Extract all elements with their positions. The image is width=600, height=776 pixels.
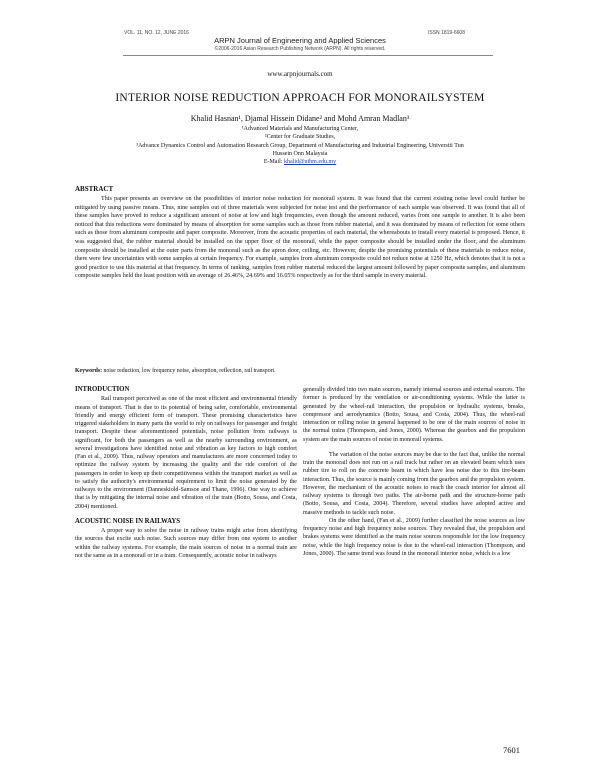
affiliation-3: ³Advance Dynamics Control and Automation Research Group, Department of Manufacturing and Industrial Engineering, Universiti Tun (136, 143, 464, 149)
right-column (303, 386, 525, 558)
journal-name: ARPN Journal of Engineering and Applied Sciences (214, 36, 386, 45)
page-number: 7601 (503, 745, 520, 755)
frequency-classification-paragraph: On the other hand, (Fan et al., 2009) further classified the noise sources as low frequency noise and high frequency noise sources. They revealed that, the propulsion and brakes systems were identified as the main noise sources responsible for the low frequency noise, while the high frequency noise is due to the wheel-rail interaction (Thompson, and Jones, 2000). The same trend was found in the monorail interior noise, which is a low (303, 517, 525, 557)
header-divider (123, 55, 493, 56)
noise-variation-paragraph: The variation of the noise sources may be due to the fact that, unlike the normal train the monorail does not run on a rail track but rather on an elevated beam which uses rubber tire to roll on the concrete beam in which have less noise due to this tire-beam interaction. Thus, the source is mainly coming from the gearbox and the propulsion system. However, the mechanism of the acoustic noises to reach the coach interior for almost all railway systems is through two paths. The air-borne path and the structure-borne path (Botto, Sousa, and Costa, 2004). Therefore, several studies have adopted active and massive methods to tackle such noise. (303, 451, 525, 516)
copyright-line: ©2006-2016 Asian Research Publishing Network (ARPN). All rights reserved. (214, 46, 386, 52)
journal-url[interactable]: www.arpnjournals.com (267, 70, 333, 78)
acoustic-noise-heading: ACOUSTIC NOISE IN RAILWAYS (75, 517, 181, 525)
keywords-line (75, 367, 525, 375)
affiliation-1: ¹Advanced Materials and Manufacturing Center, (241, 126, 359, 132)
acoustic-noise-paragraph: A proper way to solve the noise in railway trains might arise from identifying the sources that excite such noise. Such sources may differ from one system to another within the railway systems. For example, the main sources of noise in a normal train are not the same as in a monorail or in a tram. Consequently, acoustic noise in railways (75, 528, 297, 559)
introduction-heading: INTRODUCTION (75, 386, 130, 393)
email-label: E-Mail: (263, 159, 284, 165)
keywords-label: Keywords: (75, 368, 103, 374)
affiliation-2: ²Center for Graduate Studies, (264, 134, 336, 140)
author-list: Khalid Hasnan¹, Djamal Hissein Didane² and Mohd Amran Madlan³ (190, 114, 410, 123)
volume-info: VOL. 11, NO. 12, JUNE 2016 (124, 30, 189, 36)
affiliation-4: Hussein Onn Malaysia (272, 151, 328, 157)
email-link[interactable]: khalid@uthm.edu.my (283, 159, 337, 165)
introduction-paragraph: Rail transport perceived as one of the most efficient and environmental friendly means of transport. That is due to its potential of being safer, comfortable, environmental friendly and energy efficient form of transport. These promising characteristics have triggered stakeholders in many parts the world to rely on railways for passenger and freight transport. Despite these aforementioned potentials, noise pollution from railways is significant, for both the passengers as well as the nearby surrounding environment, as several investigations have identified noise and vibration as key factors to high comfort (Fan et al., 2009). Thus, railway operators and manufactures are more concerned today to optimize the railway system by increasing the quality and the ride comfort of the passengers in order to keep up their competitiveness within the transport market as well as to satisfy the authority's environmental requirement to limit the noise generated by the railways to the environment (Danneskiold-Samsoe and Thane, 1996). One way to achieve that is by mitigating the internal noise and vibration of the train (Botto, Sousa, and Costa, 2004) mentioned. (75, 396, 297, 510)
left-column (75, 386, 297, 560)
email-line (60, 158, 540, 166)
keywords-text: noise reduction, low frequency noise, absorption, reflection, rail transport. (102, 368, 276, 374)
paper-title: INTERIOR NOISE REDUCTION APPROACH FOR MONORAILSYSTEM (115, 92, 485, 104)
noise-sources-paragraph: generally divided into two main sources, namely internal sources and external sources. The former is produced by the ventilation or air-conditioning systems. While the latter is generated by the wheel-rail interaction, the propulsion or hydraulic systems, breaks, compressor and aerodynamics (Botto, Sousa, and Costa, 2004). Thus, the wheel-rail interaction or rolling noise in general happened to be one of the main sources of noise in the normal trains (Thompson, and Jones, 2000). Whereas the gearbox and the propulsion system are the main sources of noise in monorail systems. (303, 387, 525, 443)
abstract-heading: ABSTRACT (75, 185, 114, 193)
issn: ISSN 1819-6608 (428, 30, 465, 36)
abstract-text: This paper presents an overview on the possibilities of interior noise reduction for monorail system. It was found that the current existing noise level could further be mitigated by using passive means. Thus, nine samples out of three materials were subjected for noise test and the performance of each sample was observed. It was found that all of these samples have proved to reduce a significant amount of noise at low and high frequencies, even though the amount reduced, varies from one sample to another. It is also been noticed that this reductions were dominated by means of absorption for some samples such as those from rubber material, and it was dominated by means of reflection for some others such as those from aluminum composite and paper composite. Moreover, from the acoustic properties of each material, the whereabouts to install every material is proposed. Hence, it was suggested that, the rubber material should be installed on the upper floor of the monorail, while the paper composite should be installed under the floor, and the aluminum composite should be installed at the outer parts from the monorail such as the apron door, ceiling, etc. However, despite the promising potentials of these materials to reduce noise, there were few uncertainties with some samples at certain frequency. For example, samples from aluminum composite could not reduce noise at 1250 Hz, which denotes that it is not a good practice to use this material at that frequency. In terms of ranking, samples from rubber material reduced the largest amount followed by paper composite samples, and aluminum composite samples held the least position with an average of 26.46%, 24.69% and 16.05% respectively as for the third sample in every material. (75, 196, 525, 280)
